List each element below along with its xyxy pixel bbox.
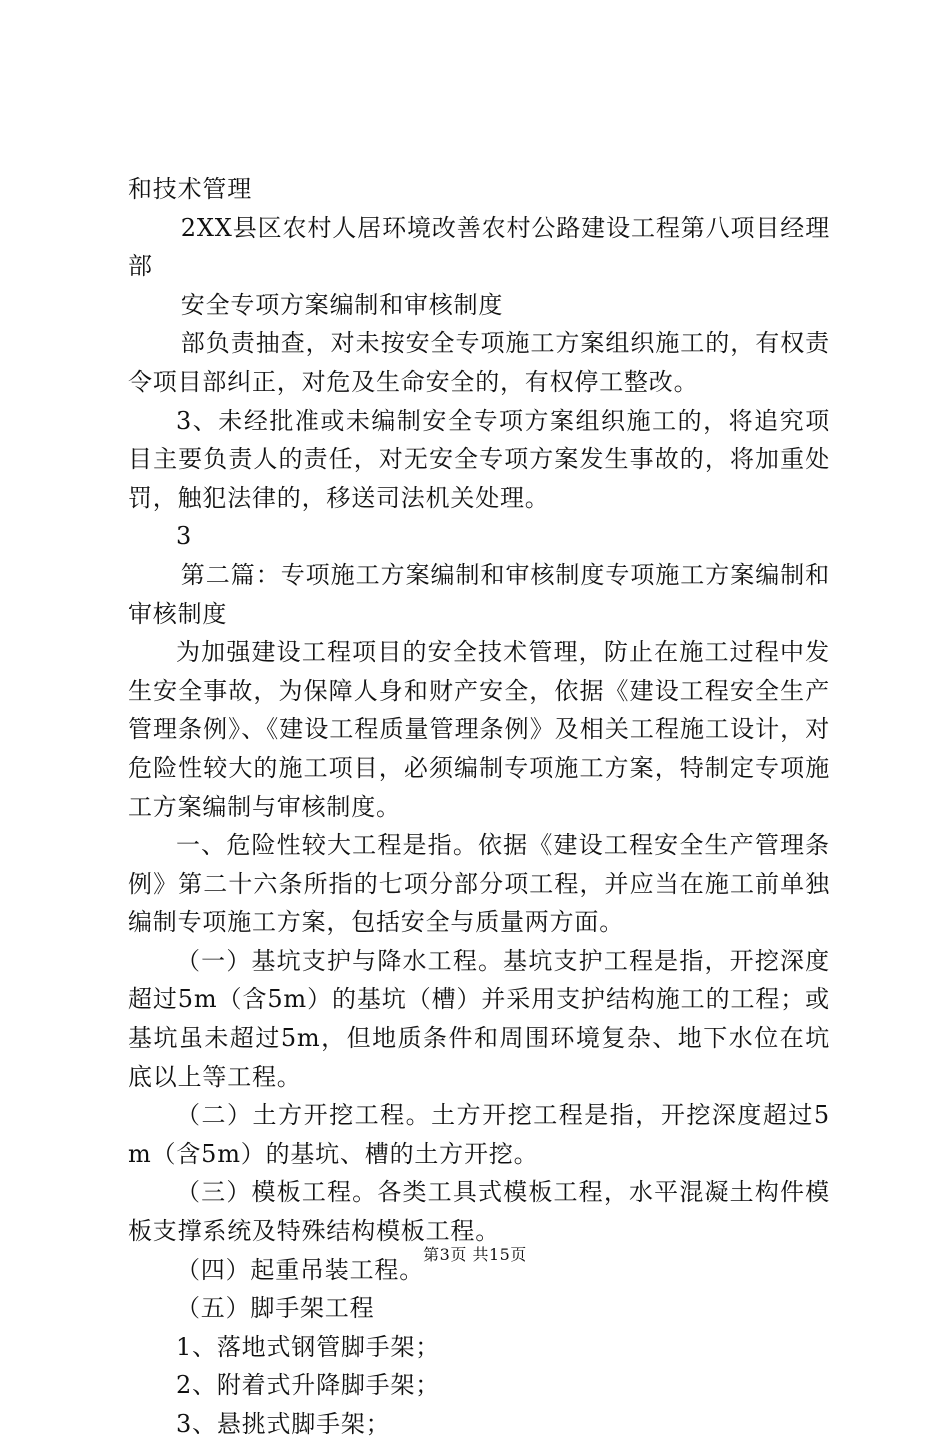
page-footer: 第3页 共15页 (423, 1245, 527, 1264)
paragraph: 为加强建设工程项目的安全技术管理，防止在施工过程中发生安全事故，为保障人身和财产安全，依据《建设工程安全生产管理条例》、《建设工程质量管理条例》及相关工程施工设计，对危险性较大的施工项目，必须编制专项施工方案，特制定专项施工方案编制与审核制度。 (128, 638, 830, 821)
paragraph: 3、悬挑式脚手架； (176, 1410, 391, 1438)
paragraph: 3、未经批准或未编制安全专项方案组织施工的，将追究项目主要负责人的责任，对无安全专项方案发生事故的，将加重处罚，触犯法律的，移送司法机关处理。 (128, 406, 830, 512)
paragraph: 第二篇：专项施工方案编制和审核制度专项施工方案编制和审核制度 (128, 560, 830, 628)
paragraph: 安全专项方案编制和审核制度 (180, 290, 504, 319)
paragraph: （三）模板工程。各类工具式模板工程，水平混凝土构件模板支撑系统及特殊结构模板工程。 (128, 1178, 830, 1246)
paragraph: 2、附着式升降脚手架； (176, 1371, 441, 1400)
paragraph: （五）脚手架工程 (176, 1294, 375, 1323)
paragraph: 2XX县区农村人居环境改善农村公路建设工程第八项目经理部 (128, 213, 830, 281)
paragraph: 3 (176, 522, 193, 551)
paragraph: 和技术管理 (128, 175, 252, 203)
paragraph: （二）土方开挖工程。土方开挖工程是指，开挖深度超过5m（含5m）的基坑、槽的土方开挖。 (128, 1101, 830, 1168)
paragraph: （一）基坑支护与降水工程。基坑支护工程是指，开挖深度超过5m（含5m）的基坑（槽）并采用支护结构施工的工程；或基坑虽未超过5m，但地质条件和周围环境复杂、地下水位在坑底以上等工程。 (128, 946, 830, 1091)
paragraph: 1、落地式钢管脚手架； (176, 1332, 441, 1361)
paragraph: 部负责抽查，对未按安全专项施工方案组织施工的，有权责令项目部纠正，对危及生命安全的，有权停工整改。 (128, 329, 830, 396)
paragraph: （四）起重吊装工程。 (176, 1255, 424, 1284)
paragraph: 一、危险性较大工程是指。依据《建设工程安全生产管理条例》第二十六条所指的七项分部分项工程，并应当在施工前单独编制专项施工方案，包括安全与质量两方面。 (128, 831, 830, 937)
